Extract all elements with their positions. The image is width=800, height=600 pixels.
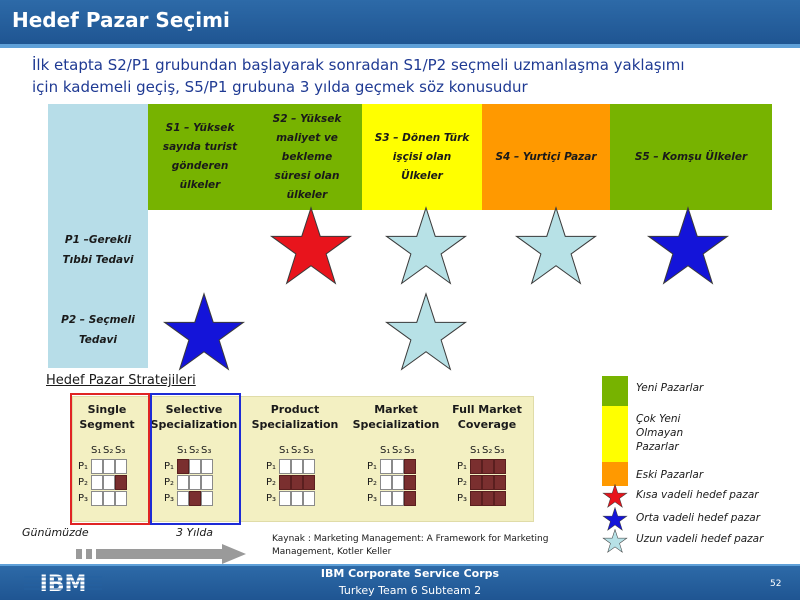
grid-cell-empty [380, 459, 392, 474]
legend-label-not-so-new-markets [636, 412, 683, 454]
strategy-product-specialization [250, 402, 340, 432]
grid-cell-empty [303, 459, 315, 474]
legend-label-mid-term: Orta vadeli hedef pazar [636, 512, 761, 524]
grid-row-label: P₁ [367, 461, 378, 472]
strategy-single-segment-line-1: Single [87, 403, 127, 416]
grid-cell-selected [404, 475, 416, 490]
grid-cell-selected [482, 491, 494, 506]
grid-column-label: S₁ [177, 445, 188, 456]
today-label: Günümüzde [22, 526, 89, 539]
grid-column-label: S₃ [303, 445, 314, 456]
strategy-market-specialization [351, 402, 441, 432]
column-header-s1 [148, 104, 252, 210]
legend-label-short-term: Kısa vadeli hedef pazar [636, 489, 759, 501]
column-header-s2-label: S2 – Yüksek maliyet ve bekleme süresi olan ülkeler [272, 112, 342, 201]
strategy-full-market-coverage-line-2: Coverage [457, 418, 517, 431]
subtitle-line-1: İlk etapta S2/P1 grubundan başlayarak sonradan S1/P2 seçmeli uzmanlaşma yaklaşımı [32, 56, 685, 74]
grid-column-label: S₁ [470, 445, 481, 456]
column-header-s1-label: S1 – Yüksek sayıda turist gönderen ülkeler [162, 122, 238, 191]
legend-label-not-so-new-line-3: Pazarlar [636, 441, 679, 453]
star-p2-s3-light [384, 292, 468, 372]
grid-cell-empty [392, 459, 404, 474]
strategy-market-specialization-line-1: Market [374, 403, 418, 416]
column-header-s3-label: S3 – Dönen Türk işçisi olan Ülkeler [374, 131, 470, 182]
grid-cell-empty [380, 491, 392, 506]
column-header-s2 [252, 104, 362, 210]
ibm-logo-text: IBM [39, 572, 87, 595]
grid-row-label: P₂ [78, 477, 89, 488]
legend-label-not-so-new-line-2: Olmayan [636, 427, 684, 439]
strategy-selective-specialization-line-1: Selective [165, 403, 223, 416]
progression-arrow-icon [76, 544, 246, 564]
strategy-full-market-coverage [442, 402, 532, 432]
grid-column-label: S₂ [482, 445, 493, 456]
legend-swatch-old-markets [602, 462, 628, 486]
strategy-selective-specialization-line-2: Specialization [150, 418, 238, 431]
grid-cell-empty [291, 491, 303, 506]
footer-team: Turkey Team 6 Subteam 2 [338, 584, 482, 597]
row-label-p2 [50, 310, 146, 350]
grid-cell-empty [279, 459, 291, 474]
column-header-s5 [610, 104, 772, 210]
row-label-p1-line-2: Tıbbi Tedavi [62, 254, 134, 266]
grid-cell-empty [303, 491, 315, 506]
grid-cell-empty [279, 491, 291, 506]
row-label-p2-line-1: P2 – Seçmeli [61, 314, 135, 326]
star-p1-s3-light [384, 206, 468, 286]
grid-cell-selected [494, 475, 506, 490]
subtitle [32, 54, 792, 98]
legend-label-not-so-new-line-1: Çok Yeni [636, 413, 681, 425]
legend-label-long-term: Uzun vadeli hedef pazar [636, 533, 764, 545]
grid-row-label: P₃ [78, 493, 89, 504]
grid-cell-empty [291, 459, 303, 474]
footer-organization: IBM Corporate Service Corps [320, 567, 500, 580]
grid-cell-selected [279, 475, 291, 490]
grid-cell-selected [482, 475, 494, 490]
grid-row-label: P₂ [367, 477, 378, 488]
strategy-single-segment-line-2: Segment [79, 418, 135, 431]
grid-column-label: S₂ [392, 445, 403, 456]
three-years-label: 3 Yılda [176, 526, 214, 539]
page-title: Hedef Pazar Seçimi [12, 8, 230, 32]
column-header-s4-label: S4 – Yurtiçi Pazar [495, 151, 597, 163]
grid-cell-selected [482, 459, 494, 474]
grid-row-label: P₂ [164, 477, 175, 488]
grid-cell-selected [404, 459, 416, 474]
grid-cell-selected [404, 491, 416, 506]
grid-cell-selected [470, 491, 482, 506]
strategies-title: Hedef Pazar Stratejileri [46, 373, 196, 388]
grid-column-label: S₃ [115, 445, 126, 456]
grid-cell-empty [392, 491, 404, 506]
legend-star-mid-term-icon [602, 507, 628, 531]
grid-cell-selected [291, 475, 303, 490]
star-p1-s4-light [514, 206, 598, 286]
grid-row-label: P₃ [457, 493, 468, 504]
legend-star-long-term-icon [602, 529, 628, 553]
legend-label-new-markets: Yeni Pazarlar [636, 382, 704, 394]
grid-column-label: S₃ [404, 445, 415, 456]
matrix-corner [48, 104, 148, 210]
grid-cell-selected [494, 459, 506, 474]
column-header-s4 [482, 104, 610, 210]
grid-cell-selected [494, 491, 506, 506]
grid-cell-empty [380, 475, 392, 490]
column-header-s3 [362, 104, 482, 210]
strategy-market-specialization-line-2: Specialization [352, 418, 440, 431]
column-header-s5-label: S5 – Komşu Ülkeler [634, 151, 748, 163]
grid-row-label: P₂ [266, 477, 277, 488]
grid-column-label: S₂ [103, 445, 114, 456]
row-label-p2-line-2: Tedavi [79, 334, 117, 346]
grid-cell-selected [470, 475, 482, 490]
star-p2-s1-blue [162, 292, 246, 372]
grid-row-label: P₂ [457, 477, 468, 488]
star-p1-s2-red [269, 206, 353, 286]
grid-row-label: P₁ [266, 461, 277, 472]
strategy-product-specialization-line-1: Product [270, 403, 320, 416]
grid-row-label: P₁ [164, 461, 175, 472]
grid-row-label: P₃ [164, 493, 175, 504]
grid-row-label: P₁ [78, 461, 89, 472]
grid-row-label: P₁ [457, 461, 468, 472]
star-p1-s5-blue [646, 206, 730, 286]
legend-star-short-term-icon [602, 484, 628, 508]
grid-cell-selected [303, 475, 315, 490]
grid-column-label: S₁ [91, 445, 102, 456]
legend-swatch-not-so-new-markets [602, 406, 628, 462]
grid-column-label: S₁ [279, 445, 290, 456]
strategy-full-market-coverage-line-1: Full Market [452, 403, 522, 416]
grid-column-label: S₂ [291, 445, 302, 456]
strategy-product-specialization-line-2: Specialization [251, 418, 339, 431]
grid-row-label: P₃ [367, 493, 378, 504]
ibm-logo [24, 571, 102, 595]
row-label-p1 [50, 230, 146, 270]
legend-label-old-markets: Eski Pazarlar [636, 469, 704, 481]
grid-cell-empty [392, 475, 404, 490]
legend-swatch-new-markets [602, 376, 628, 406]
grid-cell-selected [470, 459, 482, 474]
grid-row-label: P₃ [266, 493, 277, 504]
row-label-p1-line-1: P1 –Gerekli [64, 234, 132, 246]
current-strategy-highlight [70, 393, 150, 525]
grid-column-label: S₂ [189, 445, 200, 456]
header-divider [0, 44, 800, 48]
grid-column-label: S₃ [201, 445, 212, 456]
three-year-strategy-highlight [150, 393, 241, 525]
grid-column-label: S₁ [380, 445, 391, 456]
page-number: 52 [770, 579, 782, 589]
subtitle-line-2: için kademeli geçiş, S5/P1 grubuna 3 yılda geçmek söz konusudur [32, 78, 528, 96]
source-citation: Kaynak : Marketing Management: A Framework for Marketing Management, Kotler Keller [272, 534, 549, 557]
grid-column-label: S₃ [494, 445, 505, 456]
